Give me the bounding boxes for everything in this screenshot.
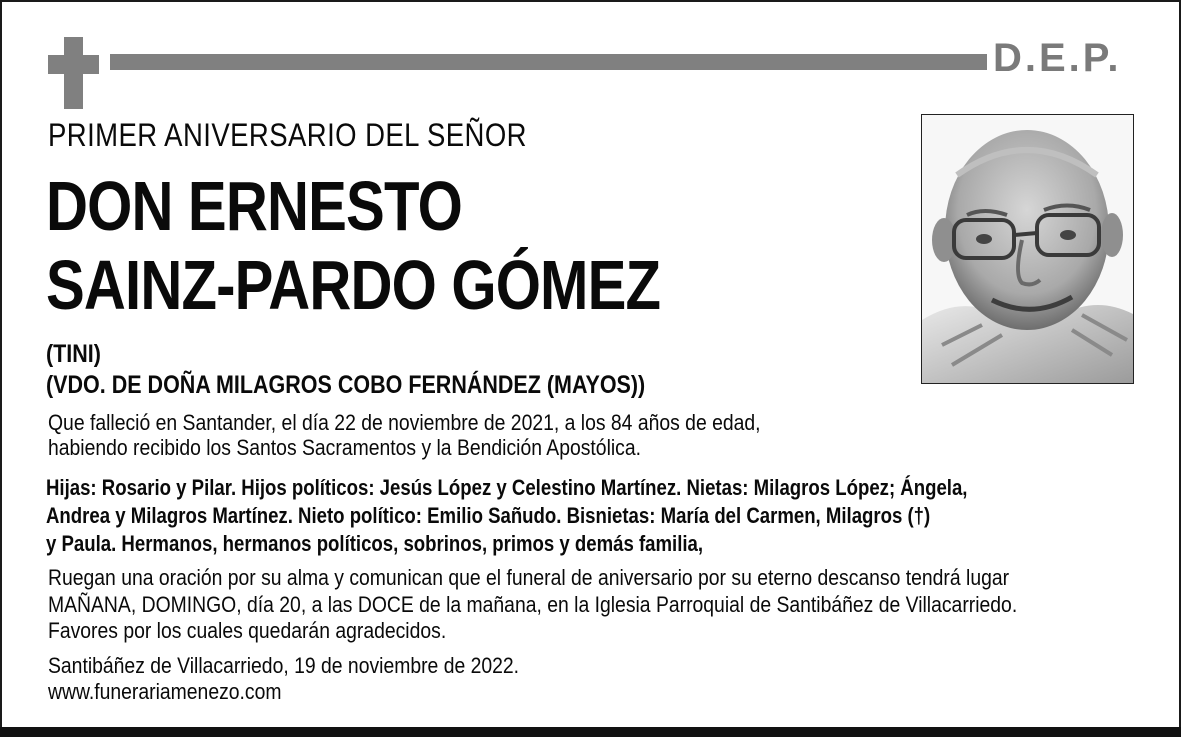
dep-label: D.E.P. — [993, 36, 1122, 80]
family-line1: Hijas: Rosario y Pilar. Hijos políticos: Jesús López y Celestino Martínez. Nietas: Milagros López; Ángela, — [46, 475, 968, 500]
notice-subtitle: PRIMER ANIVERSARIO DEL SEÑOR — [48, 117, 527, 153]
family-line3: y Paula. Hermanos, hermanos políticos, sobrinos, primos y demás familia, — [46, 531, 704, 556]
header-rule — [110, 54, 987, 70]
portrait-illustration — [922, 115, 1134, 384]
website-link[interactable]: www.funerariamenezo.com — [48, 679, 282, 704]
family-line2: Andrea y Milagros Martínez. Nieto político: Emilio Sañudo. Bisnietas: María del Carmen, Milagros (†) — [46, 503, 931, 528]
death-details-line2: habiendo recibido los Santos Sacramentos y la Bendición Apostólica. — [48, 435, 641, 460]
request-line2: MAÑANA, DOMINGO, día 20, a las DOCE de la mañana, en la Iglesia Parroquial de Santibáñez de Villacarriedo. — [48, 592, 1018, 617]
deceased-name-line2: SAINZ-PARDO GÓMEZ — [46, 246, 661, 324]
death-details-line1: Que falleció en Santander, el día 22 de noviembre de 2021, a los 84 años de edad, — [48, 410, 761, 435]
cross-icon-bar — [48, 55, 99, 74]
place-date: Santibáñez de Villacarriedo, 19 de noviembre de 2022. — [48, 653, 520, 678]
portrait-photo — [921, 114, 1134, 384]
deceased-name-line1: DON ERNESTO — [46, 167, 462, 245]
spouse-line: (VDO. DE DOÑA MILAGROS COBO FERNÁNDEZ (MAYOS)) — [46, 371, 646, 399]
bottom-rule — [0, 727, 1181, 737]
deceased-nickname: (TINI) — [46, 340, 101, 368]
request-line1: Ruegan una oración por su alma y comunican que el funeral de aniversario por su eterno descanso tendrá lugar — [48, 565, 1010, 590]
request-line3: Favores por los cuales quedarán agradecidos. — [48, 618, 447, 643]
